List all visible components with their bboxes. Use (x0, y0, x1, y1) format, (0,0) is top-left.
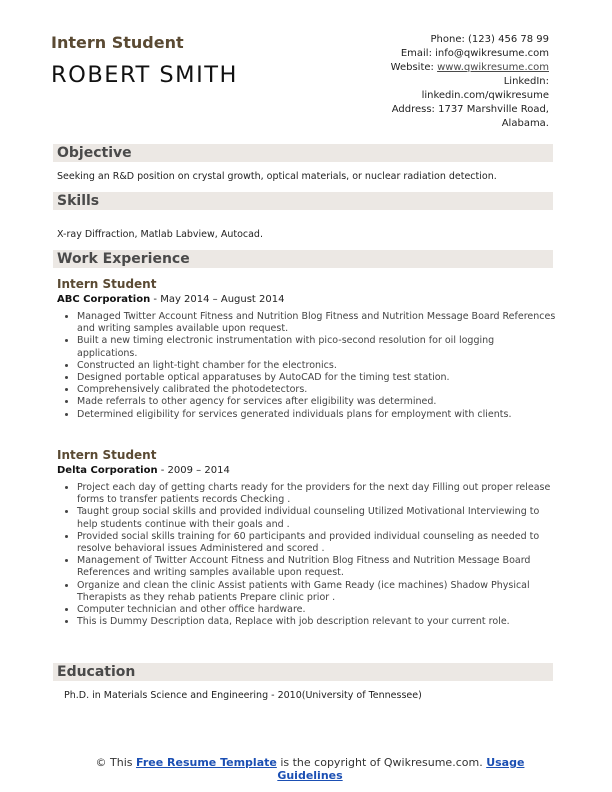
job-1-company: ABC Corporation (57, 294, 151, 305)
skills-text: X-ray Diffraction, Matlab Labview, Autocad. (57, 229, 263, 240)
copyright-footer (80, 756, 540, 782)
header-job-title: Intern Student (51, 33, 184, 52)
contact-phone: Phone: (123) 456 78 99 (430, 34, 549, 45)
list-item: • Made referrals to other agency for services after eligibility was determined. (77, 396, 557, 408)
footer-prefix: © This (95, 756, 137, 769)
footer-middle: is the copyright of Qwikresume.com. (276, 756, 487, 769)
objective-text: Seeking an R&D position on crystal growth, optical materials, or nuclear radiation detection. (57, 171, 497, 182)
job-2-dates: - 2009 – 2014 (157, 465, 230, 476)
list-item: • Project each day of getting charts ready for the providers for the next day Filling out proper release forms to transfer patients records Checking . (77, 482, 557, 506)
list-item: • Built a new timing electronic instrumentation with pico-second resolution for oil logging applications. (77, 335, 557, 359)
job-1-bullets (62, 311, 557, 421)
list-item: • Determined eligibility for services generated individuals plans for employment with clients. (77, 409, 557, 421)
list-item: • Comprehensively calibrated the photodetectors. (77, 384, 557, 396)
job-1-company-line (57, 294, 284, 305)
skills-heading: Skills (53, 192, 553, 210)
list-item: • Computer technician and other office hardware. (77, 604, 557, 616)
list-item: • This is Dummy Description data, Replace with job description relevant to your current role. (77, 616, 557, 628)
work-experience-heading: Work Experience (53, 250, 553, 268)
candidate-name: ROBERT SMITH (51, 62, 238, 88)
contact-linkedin-value: linkedin.com/qwikresume (421, 90, 549, 101)
contact-address-line2: Alabama. (501, 118, 549, 129)
contact-address-line1: Address: 1737 Marshville Road, (391, 104, 549, 115)
job-2-bullets (62, 482, 557, 628)
website-label: Website: (390, 62, 438, 73)
list-item: • Taught group social skills and provided individual counseling Utilized Motivational Interviewing to help students continue with their goals and . (77, 506, 557, 530)
contact-linkedin-label: LinkedIn: (503, 76, 549, 87)
free-resume-template-link[interactable]: Free Resume Template (136, 756, 277, 769)
list-item: • Provided social skills training for 60 participants and provided individual counseling as needed to resolve behavioral issues Administered and scored . (77, 531, 557, 555)
job-1-title: Intern Student (57, 277, 157, 291)
job-2-title: Intern Student (57, 448, 157, 462)
job-1-dates: - May 2014 – August 2014 (150, 294, 285, 305)
job-2-company: Delta Corporation (57, 465, 158, 476)
education-text: Ph.D. in Materials Science and Engineering - 2010(University of Tennessee) (64, 690, 422, 701)
website-link[interactable]: www.qwikresume.com (437, 62, 549, 73)
objective-heading: Objective (53, 144, 553, 162)
list-item: • Designed portable optical apparatuses by AutoCAD for the timing test station. (77, 372, 557, 384)
job-2-company-line (57, 465, 230, 476)
list-item: • Management of Twitter Account Fitness and Nutrition Blog Fitness and Nutrition Message Board References and writing samples available upon request. (77, 555, 557, 579)
contact-block (309, 33, 549, 131)
list-item: • Constructed an light-tight chamber for the electronics. (77, 360, 557, 372)
usage-guidelines-link[interactable]: Usage Guidelines (277, 756, 525, 782)
contact-website (309, 61, 549, 75)
list-item: • Managed Twitter Account Fitness and Nutrition Blog Fitness and Nutrition Message Board References and writing samples available upon request. (77, 311, 557, 335)
list-item: • Organize and clean the clinic Assist patients with Game Ready (ice machines) Shadow Physical Therapists as they rehab patients Prepare clinic prior . (77, 580, 557, 604)
contact-email: Email: info@qwikresume.com (400, 48, 549, 59)
education-heading: Education (53, 663, 553, 681)
